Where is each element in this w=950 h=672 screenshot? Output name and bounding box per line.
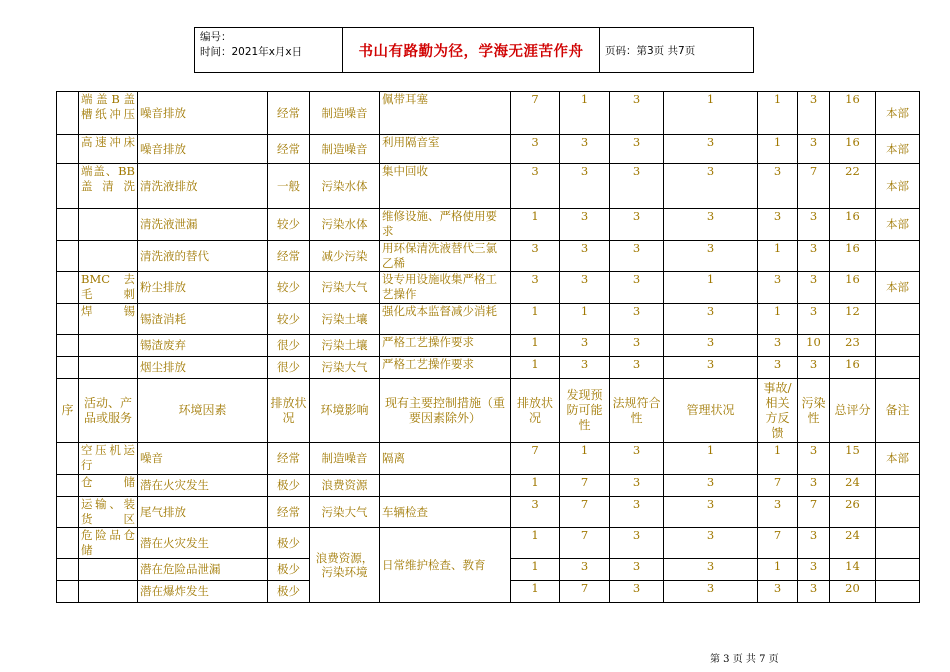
score-cell: 3 xyxy=(664,528,758,559)
total-cell: 16 xyxy=(830,272,876,304)
score-cell: 3 xyxy=(560,357,610,379)
note-cell xyxy=(876,357,920,379)
score-cell: 1 xyxy=(560,304,610,335)
total-cell: 24 xyxy=(830,528,876,559)
factor-cell: 粉尘排放 xyxy=(138,272,268,304)
score-cell: 3 xyxy=(560,135,610,164)
table-row xyxy=(57,164,920,209)
note-cell xyxy=(876,475,920,497)
impact-cell: 污染大气 xyxy=(310,497,380,528)
score-cell: 3 xyxy=(610,304,664,335)
activity-cell: 运输、装货区 xyxy=(79,497,138,528)
score-cell: 3 xyxy=(664,135,758,164)
impact-cell: 污染大气 xyxy=(310,357,380,379)
score-cell: 3 xyxy=(758,164,798,209)
score-cell: 3 xyxy=(664,304,758,335)
column-header-measures: 现有主要控制措施（重要因素除外） xyxy=(380,379,511,443)
column-header-s6: 污染性 xyxy=(798,379,830,443)
score-cell: 7 xyxy=(560,528,610,559)
score-cell: 3 xyxy=(610,559,664,581)
measures-cell: 设专用设施收集严格工艺操作 xyxy=(380,272,511,304)
score-cell: 3 xyxy=(610,92,664,135)
total-cell: 24 xyxy=(830,475,876,497)
score-cell: 3 xyxy=(511,272,560,304)
note-cell xyxy=(876,241,920,272)
header-meta xyxy=(195,28,343,72)
impact-cell: 污染土壤 xyxy=(310,335,380,357)
score-cell: 1 xyxy=(511,335,560,357)
table-row xyxy=(57,241,920,272)
activity-cell: BMC 去毛刺 xyxy=(79,272,138,304)
score-cell: 7 xyxy=(560,475,610,497)
score-cell: 1 xyxy=(560,443,610,475)
column-header-discharge: 排放状况 xyxy=(268,379,310,443)
measures-cell: 佩带耳塞 xyxy=(380,92,511,135)
total-cell: 22 xyxy=(830,164,876,209)
discharge-cell: 经常 xyxy=(268,135,310,164)
note-cell: 本部 xyxy=(876,135,920,164)
measures-cell: 严格工艺操作要求 xyxy=(380,335,511,357)
table-row xyxy=(57,304,920,335)
score-cell: 3 xyxy=(511,164,560,209)
score-cell: 3 xyxy=(664,581,758,603)
score-cell: 7 xyxy=(511,443,560,475)
score-cell: 10 xyxy=(798,335,830,357)
factor-cell: 尾气排放 xyxy=(138,497,268,528)
table-row xyxy=(57,475,920,497)
table-body-bottom xyxy=(57,443,920,603)
total-cell: 16 xyxy=(830,209,876,241)
note-cell xyxy=(876,497,920,528)
discharge-cell: 很少 xyxy=(268,357,310,379)
score-cell: 3 xyxy=(798,92,830,135)
seq-cell xyxy=(57,304,79,335)
score-cell: 3 xyxy=(610,135,664,164)
table-body-top xyxy=(57,92,920,379)
score-cell: 3 xyxy=(758,497,798,528)
table-row xyxy=(57,135,920,164)
factor-cell: 噪音排放 xyxy=(138,92,268,135)
score-cell: 3 xyxy=(664,357,758,379)
impact-cell: 减少污染 xyxy=(310,241,380,272)
score-cell: 3 xyxy=(511,135,560,164)
measures-cell: 车辆检查 xyxy=(380,497,511,528)
score-cell: 3 xyxy=(610,528,664,559)
score-cell: 3 xyxy=(798,241,830,272)
note-cell xyxy=(876,581,920,603)
activity-cell xyxy=(79,241,138,272)
factor-cell: 潜在火灾发生 xyxy=(138,475,268,497)
score-cell: 7 xyxy=(798,164,830,209)
seq-cell xyxy=(57,528,79,559)
score-cell: 3 xyxy=(610,443,664,475)
column-header-note: 备注 xyxy=(876,379,920,443)
factor-cell: 噪音 xyxy=(138,443,268,475)
impact-cell: 污染水体 xyxy=(310,164,380,209)
score-cell: 3 xyxy=(610,272,664,304)
score-cell: 3 xyxy=(798,475,830,497)
note-cell: 本部 xyxy=(876,92,920,135)
score-cell: 1 xyxy=(511,475,560,497)
activity-cell xyxy=(79,357,138,379)
activity-cell: 焊锡 xyxy=(79,304,138,335)
column-header-total: 总评分 xyxy=(830,379,876,443)
impact-cell-merged: 浪费资源，污染环境 xyxy=(310,528,380,603)
score-cell: 1 xyxy=(511,559,560,581)
score-cell: 3 xyxy=(610,335,664,357)
impact-cell: 污染大气 xyxy=(310,272,380,304)
discharge-cell: 经常 xyxy=(268,241,310,272)
score-cell: 3 xyxy=(664,497,758,528)
note-cell xyxy=(876,559,920,581)
activity-cell xyxy=(79,209,138,241)
factor-cell: 噪音排放 xyxy=(138,135,268,164)
column-header-seq: 序 xyxy=(57,379,79,443)
seq-cell xyxy=(57,164,79,209)
header-page-number: 页码：第3页 共7页 xyxy=(605,44,696,57)
activity-cell: 端盖B盖槽纸冲压 xyxy=(79,92,138,135)
note-cell: 本部 xyxy=(876,209,920,241)
score-cell: 7 xyxy=(798,497,830,528)
activity-cell: 危险品仓储 xyxy=(79,528,138,559)
total-cell: 20 xyxy=(830,581,876,603)
impact-cell: 浪费资源 xyxy=(310,475,380,497)
score-cell: 1 xyxy=(758,443,798,475)
column-header-factor: 环境因素 xyxy=(138,379,268,443)
score-cell: 1 xyxy=(758,135,798,164)
table-row xyxy=(57,272,920,304)
impact-cell: 制造噪音 xyxy=(310,443,380,475)
activity-cell: 仓储 xyxy=(79,475,138,497)
score-cell: 3 xyxy=(798,528,830,559)
note-cell: 本部 xyxy=(876,272,920,304)
column-header-s1: 排放状况 xyxy=(511,379,560,443)
column-header-impact: 环境影响 xyxy=(310,379,380,443)
factor-cell: 清洗液的替代 xyxy=(138,241,268,272)
score-cell: 7 xyxy=(758,528,798,559)
score-cell: 1 xyxy=(664,92,758,135)
score-cell: 1 xyxy=(758,241,798,272)
discharge-cell: 较少 xyxy=(268,209,310,241)
score-cell: 3 xyxy=(758,209,798,241)
seq-cell xyxy=(57,272,79,304)
factor-cell: 清洗液泄漏 xyxy=(138,209,268,241)
factor-cell: 潜在火灾发生 xyxy=(138,528,268,559)
seq-cell xyxy=(57,581,79,603)
factor-cell: 潜在爆炸发生 xyxy=(138,581,268,603)
impact-cell: 制造噪音 xyxy=(310,92,380,135)
seq-cell xyxy=(57,497,79,528)
seq-cell xyxy=(57,357,79,379)
measures-cell: 强化成本监督减少消耗 xyxy=(380,304,511,335)
total-cell: 16 xyxy=(830,241,876,272)
score-cell: 3 xyxy=(560,272,610,304)
score-cell: 3 xyxy=(610,357,664,379)
score-cell: 3 xyxy=(758,335,798,357)
seq-cell xyxy=(57,135,79,164)
activity-cell xyxy=(79,335,138,357)
discharge-cell: 经常 xyxy=(268,443,310,475)
score-cell: 3 xyxy=(511,497,560,528)
note-cell xyxy=(876,335,920,357)
total-cell: 16 xyxy=(830,92,876,135)
score-cell: 3 xyxy=(610,164,664,209)
factor-cell: 烟尘排放 xyxy=(138,357,268,379)
score-cell: 3 xyxy=(758,581,798,603)
activity-cell: 高速冲床 xyxy=(79,135,138,164)
score-cell: 3 xyxy=(664,209,758,241)
discharge-cell: 经常 xyxy=(268,92,310,135)
score-cell: 1 xyxy=(664,272,758,304)
discharge-cell: 极少 xyxy=(268,528,310,559)
score-cell: 3 xyxy=(610,497,664,528)
seq-cell xyxy=(57,92,79,135)
discharge-cell: 极少 xyxy=(268,581,310,603)
environment-factor-table xyxy=(56,91,920,603)
score-cell: 3 xyxy=(560,335,610,357)
score-cell: 1 xyxy=(758,92,798,135)
score-cell: 1 xyxy=(511,304,560,335)
note-cell xyxy=(876,304,920,335)
measures-cell: 严格工艺操作要求 xyxy=(380,357,511,379)
impact-cell: 污染水体 xyxy=(310,209,380,241)
discharge-cell: 极少 xyxy=(268,559,310,581)
discharge-cell: 一般 xyxy=(268,164,310,209)
score-cell: 7 xyxy=(560,581,610,603)
total-cell: 26 xyxy=(830,497,876,528)
page-footer: 第 3 页 共 7 页 xyxy=(710,654,779,665)
column-header-row xyxy=(57,379,920,443)
score-cell: 1 xyxy=(560,92,610,135)
note-cell: 本部 xyxy=(876,443,920,475)
discharge-cell: 较少 xyxy=(268,304,310,335)
impact-cell: 污染土壤 xyxy=(310,304,380,335)
note-cell: 本部 xyxy=(876,164,920,209)
factor-cell: 锡渣废弃 xyxy=(138,335,268,357)
score-cell: 3 xyxy=(560,164,610,209)
column-header-activity: 活动、产品或服务 xyxy=(79,379,138,443)
score-cell: 3 xyxy=(798,135,830,164)
table-row xyxy=(57,528,920,559)
impact-cell: 制造噪音 xyxy=(310,135,380,164)
score-cell: 3 xyxy=(798,559,830,581)
discharge-cell: 极少 xyxy=(268,475,310,497)
score-cell: 7 xyxy=(758,475,798,497)
total-cell: 12 xyxy=(830,304,876,335)
score-cell: 3 xyxy=(560,559,610,581)
factor-cell: 清洗液排放 xyxy=(138,164,268,209)
activity-cell xyxy=(79,581,138,603)
score-cell: 3 xyxy=(758,357,798,379)
table-row xyxy=(57,357,920,379)
score-cell: 3 xyxy=(664,241,758,272)
total-cell: 15 xyxy=(830,443,876,475)
discharge-cell: 经常 xyxy=(268,497,310,528)
column-header-s3: 法规符合性 xyxy=(610,379,664,443)
score-cell: 3 xyxy=(798,272,830,304)
seq-cell xyxy=(57,443,79,475)
note-cell xyxy=(876,528,920,559)
measures-cell: 用环保清洗液替代三氯乙稀 xyxy=(380,241,511,272)
factor-cell: 锡渣消耗 xyxy=(138,304,268,335)
activity-cell xyxy=(79,559,138,581)
score-cell: 3 xyxy=(560,209,610,241)
score-cell: 1 xyxy=(511,581,560,603)
score-cell: 3 xyxy=(758,272,798,304)
factor-cell: 潜在危险品泄漏 xyxy=(138,559,268,581)
score-cell: 1 xyxy=(511,528,560,559)
seq-cell xyxy=(57,241,79,272)
activity-cell: 端盖、BB盖清洗 xyxy=(79,164,138,209)
score-cell: 1 xyxy=(664,443,758,475)
table-row xyxy=(57,209,920,241)
score-cell: 3 xyxy=(664,164,758,209)
seq-cell xyxy=(57,209,79,241)
score-cell: 7 xyxy=(511,92,560,135)
measures-cell-merged: 日常维护检查、教育 xyxy=(380,528,511,603)
score-cell: 1 xyxy=(511,357,560,379)
table-row xyxy=(57,335,920,357)
seq-cell xyxy=(57,475,79,497)
score-cell: 3 xyxy=(798,304,830,335)
total-cell: 16 xyxy=(830,135,876,164)
measures-cell: 利用隔音室 xyxy=(380,135,511,164)
score-cell: 3 xyxy=(798,443,830,475)
total-cell: 23 xyxy=(830,335,876,357)
score-cell: 1 xyxy=(511,209,560,241)
discharge-cell: 很少 xyxy=(268,335,310,357)
seq-cell xyxy=(57,559,79,581)
score-cell: 3 xyxy=(798,581,830,603)
measures-cell: 维修设施、严格使用要求 xyxy=(380,209,511,241)
column-header-s2: 发现预防可能性 xyxy=(560,379,610,443)
measures-cell xyxy=(380,475,511,497)
score-cell: 3 xyxy=(664,335,758,357)
score-cell: 3 xyxy=(560,241,610,272)
document-number-label: 编号： xyxy=(200,31,232,43)
table-row xyxy=(57,443,920,475)
score-cell: 7 xyxy=(560,497,610,528)
score-cell: 1 xyxy=(758,304,798,335)
column-header-s5: 事故/相关方反馈 xyxy=(758,379,798,443)
measures-cell: 隔离 xyxy=(380,443,511,475)
score-cell: 1 xyxy=(758,559,798,581)
column-header-s4: 管理状况 xyxy=(664,379,758,443)
total-cell: 16 xyxy=(830,357,876,379)
total-cell: 14 xyxy=(830,559,876,581)
activity-cell: 空压机运行 xyxy=(79,443,138,475)
table-header-row xyxy=(57,379,920,443)
header-slogan: 书山有路勤为径，学海无涯苦作舟 xyxy=(343,28,600,72)
score-cell: 3 xyxy=(511,241,560,272)
score-cell: 3 xyxy=(664,559,758,581)
seq-cell xyxy=(57,335,79,357)
score-cell: 3 xyxy=(610,241,664,272)
score-cell: 3 xyxy=(610,209,664,241)
table-row xyxy=(57,92,920,135)
table-row xyxy=(57,497,920,528)
score-cell: 3 xyxy=(610,475,664,497)
score-cell: 3 xyxy=(798,357,830,379)
page-header xyxy=(194,27,754,73)
score-cell: 3 xyxy=(664,475,758,497)
score-cell: 3 xyxy=(798,209,830,241)
document-date-label: 时间：2021年x月x日 xyxy=(200,46,303,58)
score-cell: 3 xyxy=(610,581,664,603)
discharge-cell: 较少 xyxy=(268,272,310,304)
measures-cell: 集中回收 xyxy=(380,164,511,209)
